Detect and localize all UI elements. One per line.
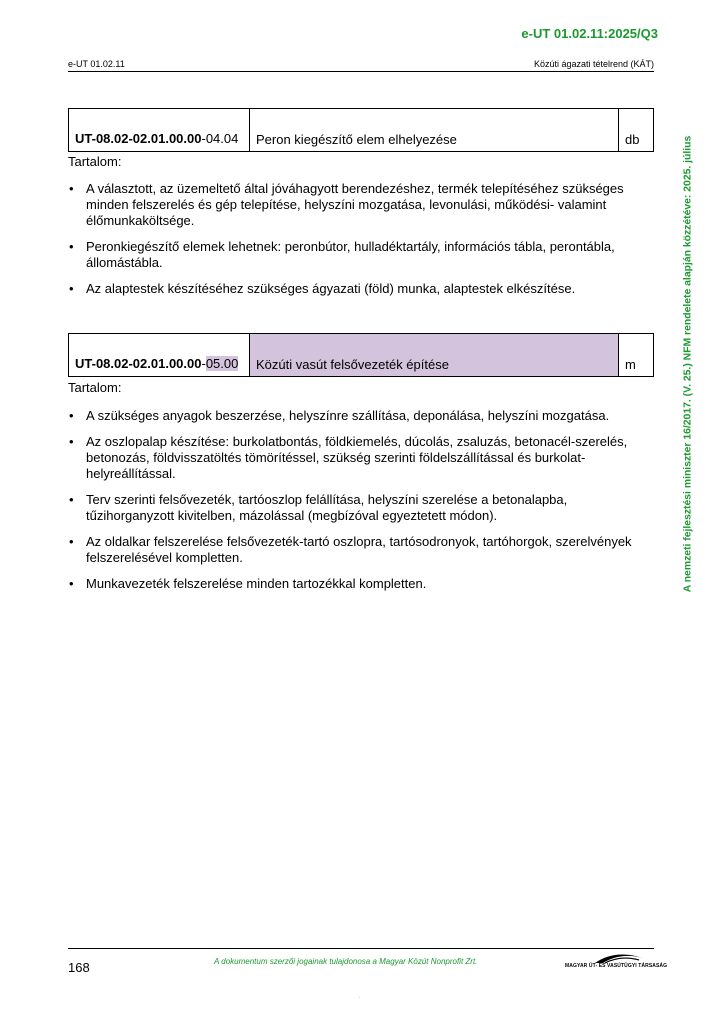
item-row — [69, 109, 654, 152]
page-number: 168 — [68, 960, 90, 975]
item-row — [69, 334, 654, 377]
item-table-2 — [68, 333, 654, 377]
logo-text: MAGYAR ÚT- ÉS VASÚTÜGYI TÁRSASÁG — [565, 963, 668, 969]
page-mark: . — [359, 994, 361, 1000]
item-code — [69, 109, 250, 152]
header-rule — [68, 71, 654, 72]
footer-rule — [68, 948, 654, 949]
item-unit: m — [619, 334, 654, 377]
contents-label-2: Tartalom: — [68, 380, 122, 395]
list-item: • Az oszlopalap készítése: burkolatbontás, földkiemelés, dúcolás, zsaluzás, betonacél-szerelés, betonozás, földvisszatöltés tömörítéssel, szükség szerinti földelszállítással és burkolat-helyreállítással. — [68, 434, 638, 482]
item-code-bold: UT-08.02-02.01.00.00 — [75, 356, 202, 371]
item-code-suffix: -04.04 — [201, 131, 239, 146]
item-code-dash: - — [201, 356, 206, 371]
contents-list-1 — [68, 181, 638, 307]
item-code-bold: UT-08.02-02.01.00.00 — [75, 131, 202, 146]
item-name: Közúti vasút felsővezeték építése — [250, 334, 619, 377]
item-code-highlight: 05.00 — [205, 356, 239, 371]
list-item: • Az oldalkar felszerelése felsővezeték-tartó oszlopra, tartósodronyok, tartóhorgok, szerelvények felszerelésével kompletten. — [68, 534, 638, 566]
header-right: Közúti ágazati tételrend (KÁT) — [533, 59, 654, 69]
item-code — [69, 334, 250, 377]
item-unit: db — [619, 109, 654, 152]
list-item: • Munkavezeték felszerelése minden tartozékkal kompletten. — [68, 576, 638, 592]
contents-label-1: Tartalom: — [68, 154, 122, 169]
copyright-notice: A dokumentum szerzői jogainak tulajdonosa a Magyar Közút Nonprofit Zrt. — [214, 957, 478, 966]
list-item: • Peronkiegészítő elemek lehetnek: peronbútor, hulladéktartály, információs tábla, perontábla, állomástábla. — [68, 239, 638, 271]
list-item: • A választott, az üzemeltető által jóváhagyott berendezéshez, termék telepítéséhez szükséges minden felszerelés és gép telepítése, helyszíni mozgatása, levonulási, működési- valamint élőmunkaköltsége. — [68, 181, 638, 229]
doc-code: e-UT 01.02.11:2025/Q3 — [521, 26, 658, 41]
list-item: • Terv szerinti felsővezeték, tartóoszlop felállítása, helyszíni szerelése a betonalapba, tűzihorganyzott kivitelben, mázolással (megbízóval egyeztetett módon). — [68, 492, 638, 524]
list-item: • A szükséges anyagok beszerzése, helyszínre szállítása, deponálása, helyszíni mozgatása. — [68, 408, 638, 424]
item-table-1 — [68, 108, 654, 152]
side-note-text: A nemzeti fejlesztési miniszter 16/2017. (V. 25.) NFM rendelete alapján közzétéve: 2025. július — [682, 135, 694, 593]
list-item: • Az alaptestek készítéséhez szükséges ágyazati (föld) munka, alaptestek elkészítése. — [68, 281, 638, 297]
contents-list-2 — [68, 408, 638, 602]
header-left: e-UT 01.02.11 — [68, 59, 125, 69]
side-note — [680, 96, 696, 632]
item-name: Peron kiegészítő elem elhelyezése — [250, 109, 619, 152]
